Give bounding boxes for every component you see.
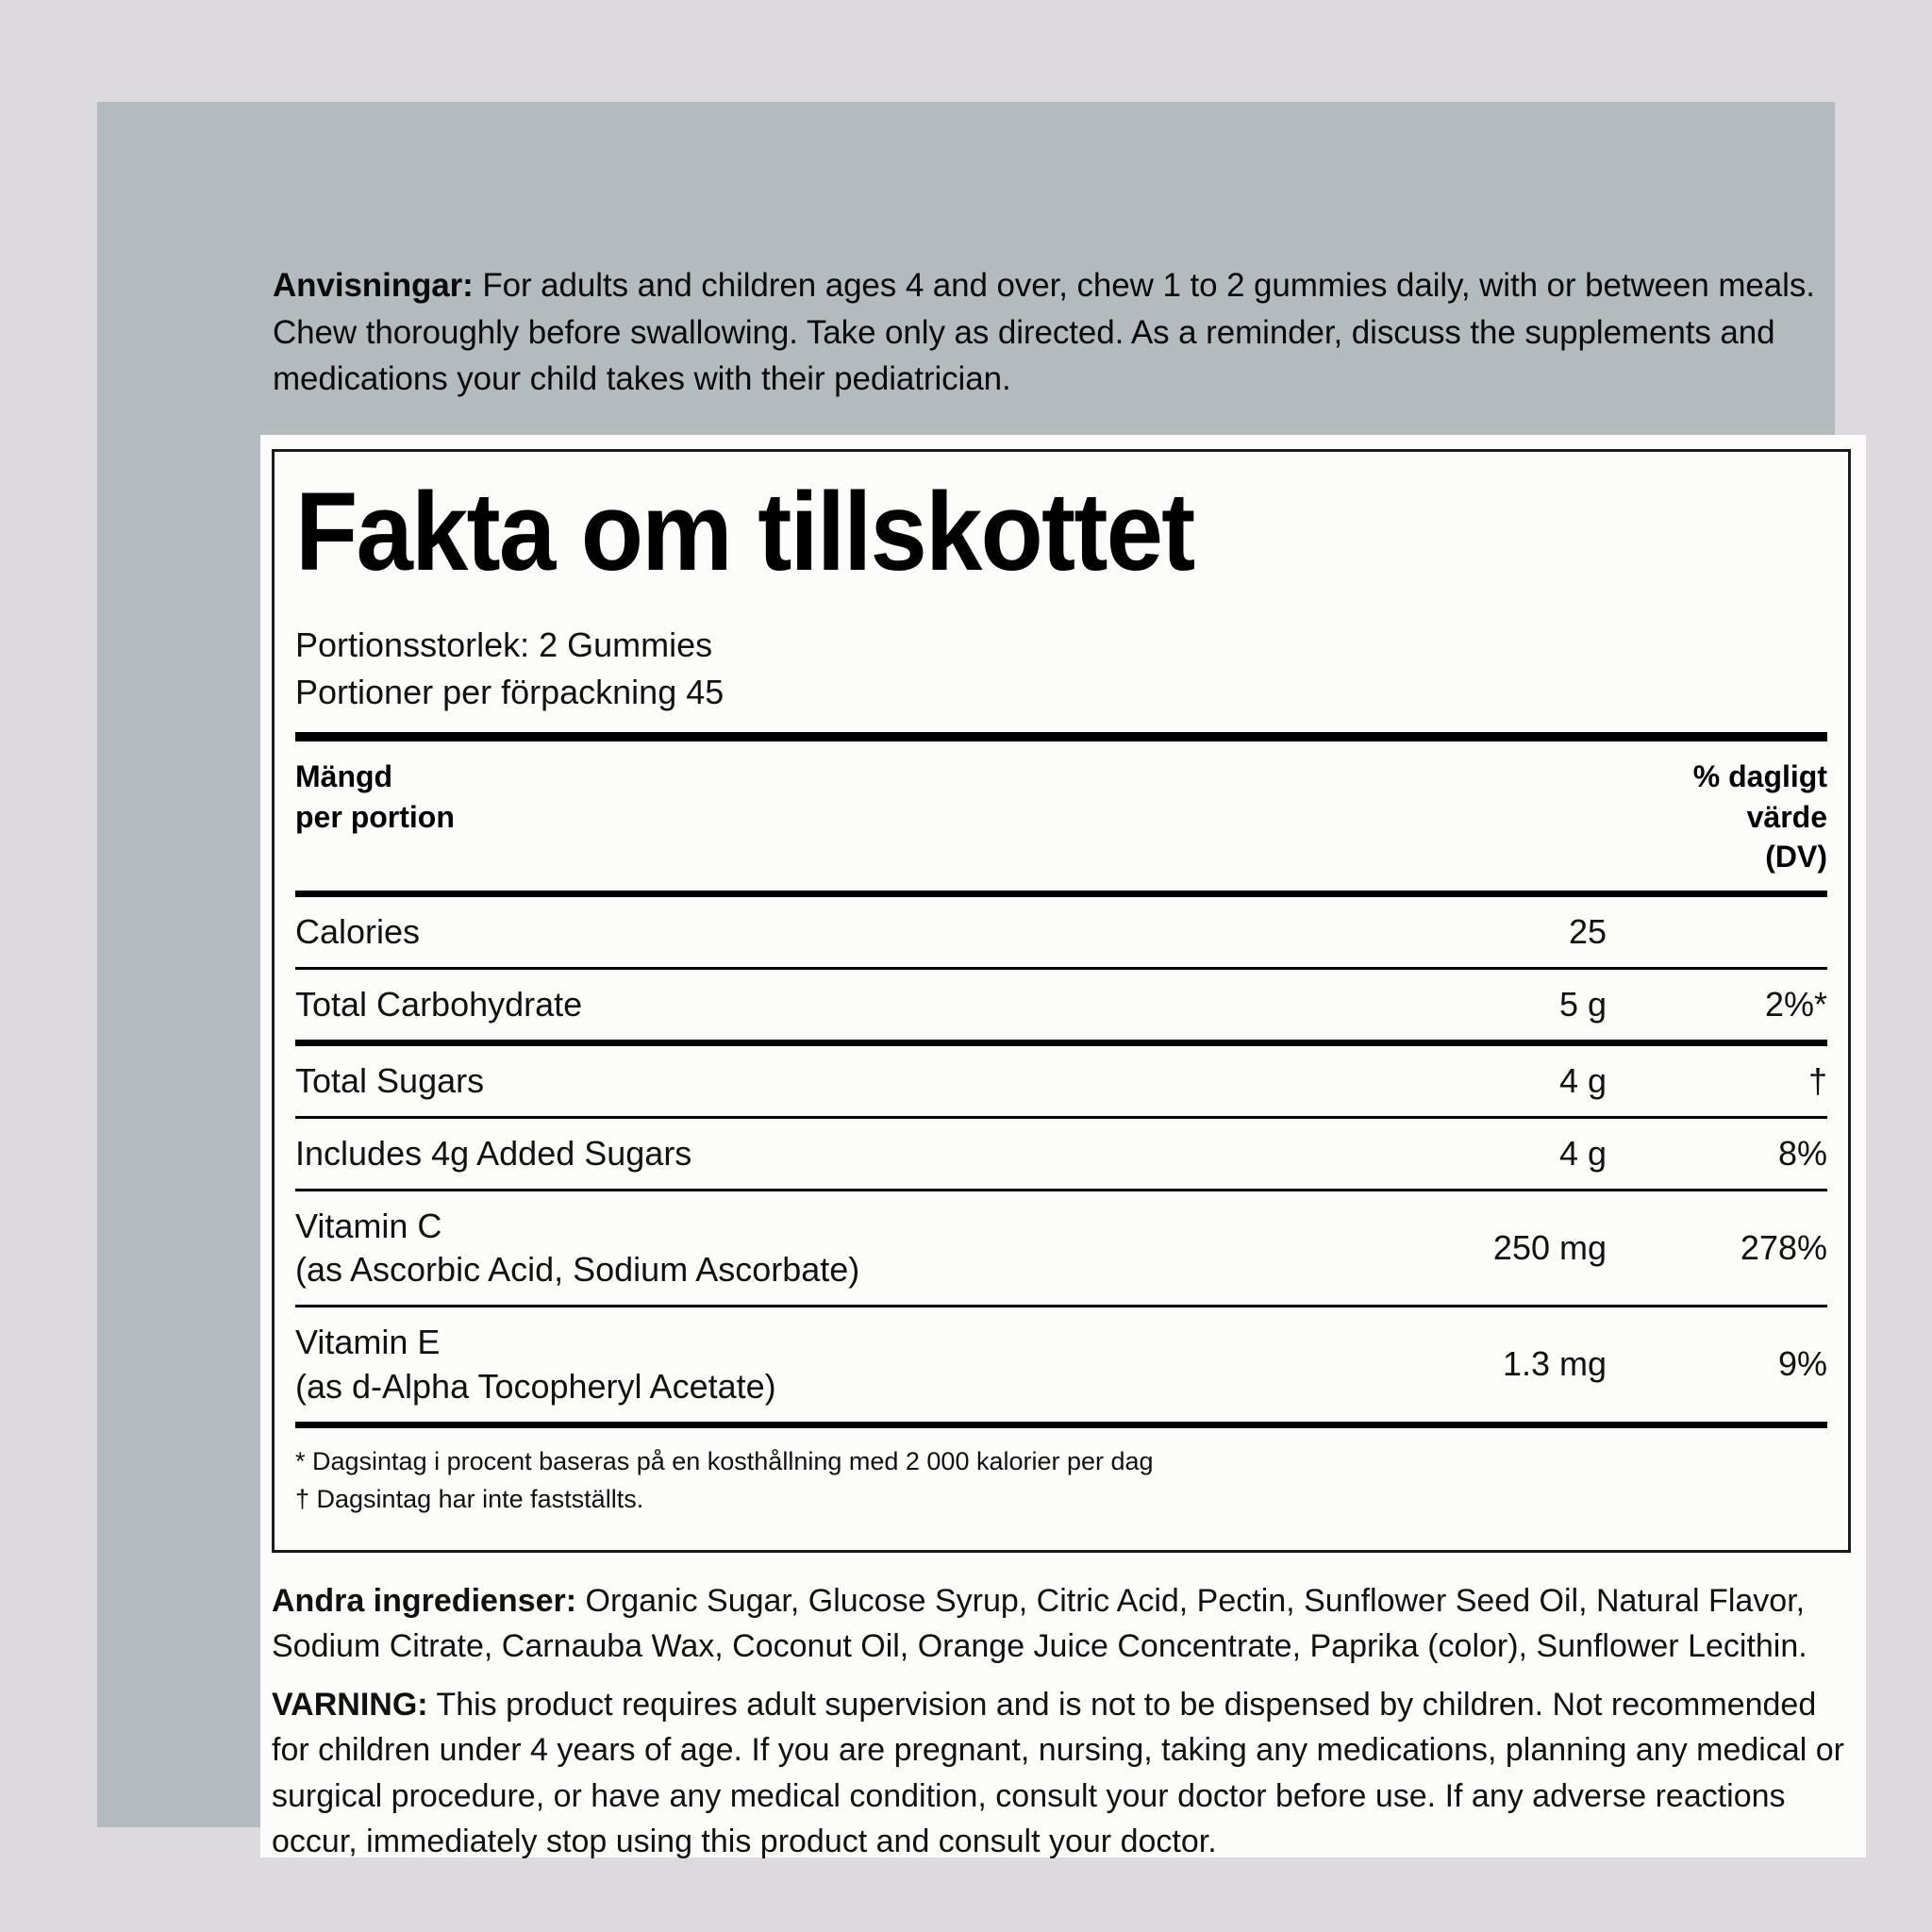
warning-paragraph	[272, 1682, 1855, 1864]
footnote-star: * Dagsintag i procent baseras på en kosthållning med 2 000 kalorier per dag	[295, 1446, 1154, 1475]
nutrient-name	[295, 969, 1201, 1043]
directions-paragraph	[273, 262, 1867, 403]
footnotes	[295, 1428, 1827, 1519]
amount-per-serving-header	[295, 741, 1827, 891]
nutrient-amount: 4 g	[1201, 1043, 1607, 1118]
table-row	[295, 969, 1827, 1043]
nutrient-name	[295, 897, 1201, 969]
nutrient-name-text: Calories	[295, 911, 421, 951]
amount-header-left	[295, 757, 455, 837]
table-row	[295, 1043, 1827, 1118]
nutrient-amount: 4 g	[1201, 1118, 1607, 1191]
nutrient-name-text: Includes 4g Added Sugars	[295, 1134, 692, 1174]
dv-header-line3: (DV)	[1765, 840, 1827, 874]
nutrient-amount: 1.3 mg	[1201, 1307, 1607, 1422]
other-ingredients-text: Organic Sugar, Glucose Syrup, Citric Acid, Pectin, Sunflower Seed Oil, Natural Flavor, Sodium Citrate, Carnauba Wax, Coconut Oil, Orange Juice Concentrate, Paprika (color), Sunflower Lecithin.	[272, 1583, 1807, 1665]
amount-header-line1: Mängd	[295, 759, 393, 794]
nutrient-source-text: (as Ascorbic Acid, Sodium Ascorbate)	[295, 1250, 860, 1290]
nutrient-daily-value: 2%*	[1607, 969, 1827, 1043]
table-row	[295, 1307, 1827, 1422]
nutrient-name	[295, 1191, 1201, 1307]
nutrient-source-text: (as d-Alpha Tocopheryl Acetate)	[295, 1366, 776, 1406]
rule-above-footnotes	[295, 1422, 1827, 1428]
nutrient-daily-value: 9%	[1607, 1307, 1827, 1422]
nutrient-amount: 250 mg	[1201, 1191, 1607, 1307]
nutrient-name	[295, 1118, 1201, 1191]
warning-text: This product requires adult supervision and is not to be dispensed by children. Not recommended for children under 4 years of age. If you are pregnant, nursing, taking any medications, planning any medical or surgical procedure, or have any medical condition, consult your doctor before use. If any adverse reactions occur, immediately stop using this product and consult your doctor.	[272, 1687, 1844, 1859]
table-row	[295, 897, 1827, 969]
nutrient-name	[295, 1307, 1201, 1422]
nutrient-daily-value: 278%	[1607, 1191, 1827, 1307]
other-ingredients-label: Andra ingredienser:	[272, 1583, 577, 1619]
table-row	[295, 1191, 1827, 1307]
nutrient-daily-value	[1607, 897, 1827, 969]
nutrient-name-text: Total Sugars	[295, 1061, 485, 1101]
nutrient-name-text: Vitamin C	[295, 1207, 442, 1246]
serving-size: Portionsstorlek: 2 Gummies	[295, 625, 713, 664]
servings-per-container: Portioner per förpackning 45	[295, 672, 724, 711]
amount-header-line2: per portion	[295, 799, 455, 834]
directions-text: For adults and children ages 4 and over, chew 1 to 2 gummies daily, with or between meals. Chew thoroughly before swallowing. Take only as directed. As a reminder, discuss the supplements and medications your child takes with their pediatrician.	[273, 267, 1815, 398]
nutrient-amount: 25	[1568, 911, 1607, 951]
directions-label: Anvisningar:	[273, 267, 474, 304]
supplement-facts-box	[272, 449, 1851, 1553]
supplement-facts-title: Fakta om tillskottet	[295, 470, 1194, 594]
daily-value-header	[1693, 757, 1827, 877]
footnote-dagger: † Dagsintag har inte fastställts.	[295, 1484, 644, 1513]
serving-information	[295, 622, 1827, 715]
nutrient-name-text: Total Carbohydrate	[295, 985, 583, 1024]
rule-below-amount-header	[295, 891, 1827, 897]
nutrients-table	[295, 897, 1827, 1422]
dv-header-line2: värde	[1746, 799, 1827, 834]
nutrient-name-text: Vitamin E	[295, 1323, 441, 1362]
dv-header-line1: % dagligt	[1692, 759, 1827, 794]
gray-backing-panel	[97, 102, 1844, 1859]
nutrient-amount: 5 g	[1201, 969, 1607, 1043]
nutrient-name	[295, 1043, 1201, 1118]
nutrient-daily-value: †	[1607, 1043, 1827, 1118]
table-row	[295, 1118, 1827, 1191]
rule-above-amount-header	[295, 732, 1827, 741]
supplement-facts-inner	[275, 452, 1848, 1550]
label-white-card	[260, 435, 1866, 1857]
warning-label: VARNING:	[272, 1687, 428, 1723]
nutrient-daily-value: 8%	[1607, 1118, 1827, 1191]
other-ingredients-paragraph	[272, 1578, 1855, 1670]
